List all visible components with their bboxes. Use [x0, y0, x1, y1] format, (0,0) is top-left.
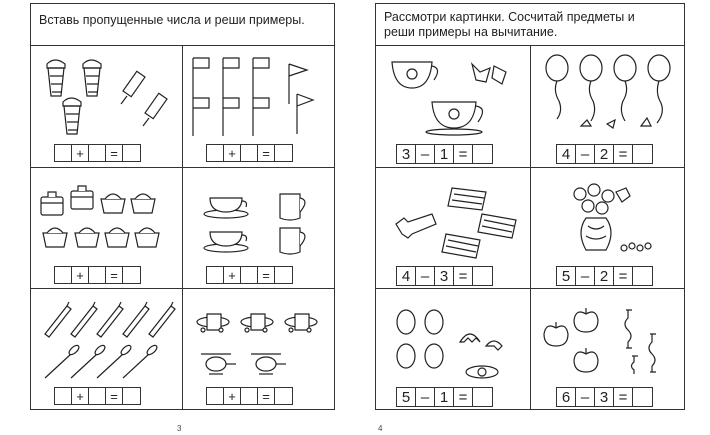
answer-box[interactable] [89, 145, 106, 161]
answer-box[interactable] [633, 388, 652, 406]
left-instruction-text: Вставь пропущенные числа и реши примеры. [39, 13, 305, 27]
equals-sign: = [258, 388, 275, 404]
plus-sign: + [224, 388, 241, 404]
ice-cream-icon [41, 52, 176, 142]
equals-sign: = [614, 145, 633, 163]
equals-sign: = [106, 145, 123, 161]
answer-box[interactable] [241, 267, 258, 283]
answer-row [556, 144, 653, 164]
subtrahend: 1 [435, 145, 454, 163]
answer-box[interactable] [123, 267, 140, 283]
plus-sign: + [224, 145, 241, 161]
answer-box[interactable] [241, 145, 258, 161]
minuend: 5 [557, 267, 576, 285]
minus-sign: – [416, 145, 435, 163]
minus-sign: – [576, 267, 595, 285]
subtrahend: 2 [595, 145, 614, 163]
divider [31, 288, 334, 289]
pen-icon [41, 300, 176, 382]
equals-sign: = [614, 388, 633, 406]
right-worksheet-frame [375, 3, 685, 410]
page-number: 3 [177, 424, 182, 433]
answer-box[interactable] [275, 388, 292, 404]
answer-box[interactable] [473, 145, 492, 163]
answer-box[interactable] [633, 267, 652, 285]
answer-row [206, 266, 293, 284]
answer-row [54, 387, 141, 405]
equals-sign: = [258, 145, 275, 161]
flag-icon [189, 54, 329, 139]
answer-row [54, 144, 141, 162]
minus-sign: – [416, 388, 435, 406]
minuend: 5 [397, 388, 416, 406]
answer-box[interactable] [55, 267, 72, 283]
minuend: 3 [397, 145, 416, 163]
candy-icon [390, 182, 525, 262]
right-instruction [376, 4, 684, 46]
equals-sign: = [454, 267, 473, 285]
subtrahend: 1 [435, 388, 454, 406]
divider [376, 288, 684, 289]
answer-box[interactable] [275, 145, 292, 161]
divider [182, 46, 183, 409]
basket-icon [39, 179, 179, 259]
page-number: 4 [378, 424, 383, 433]
right-instruction-line1: Рассмотри картинки. Сосчитай предметы и [384, 10, 635, 24]
answer-box[interactable] [89, 267, 106, 283]
divider [376, 167, 684, 168]
answer-box[interactable] [207, 388, 224, 404]
cup-icon [388, 54, 523, 139]
minus-sign: – [416, 267, 435, 285]
plus-sign: + [224, 267, 241, 283]
answer-row [556, 266, 653, 286]
answer-box[interactable] [633, 145, 652, 163]
answer-box[interactable] [89, 388, 106, 404]
answer-row [206, 144, 293, 162]
answer-box[interactable] [207, 267, 224, 283]
apple-icon [546, 300, 676, 382]
plus-sign: + [72, 388, 89, 404]
answer-box[interactable] [123, 388, 140, 404]
flower-vase-icon [566, 180, 666, 260]
equals-sign: = [106, 388, 123, 404]
right-page [365, 0, 705, 435]
left-instruction [31, 4, 334, 46]
subtrahend: 3 [435, 267, 454, 285]
answer-box[interactable] [123, 145, 140, 161]
divider [530, 46, 531, 409]
plus-sign: + [72, 267, 89, 283]
answer-box[interactable] [275, 267, 292, 283]
minuend: 6 [557, 388, 576, 406]
answer-box[interactable] [55, 388, 72, 404]
answer-row [396, 144, 493, 164]
answer-box[interactable] [473, 388, 492, 406]
answer-box[interactable] [473, 267, 492, 285]
answer-row [206, 387, 293, 405]
equals-sign: = [454, 388, 473, 406]
right-instruction-line2: реши примеры на вычитание. [384, 25, 558, 39]
answer-row [396, 387, 493, 407]
answer-row [556, 387, 653, 407]
minuend: 4 [397, 267, 416, 285]
cup-icon [196, 184, 326, 259]
answer-box[interactable] [241, 388, 258, 404]
left-worksheet-frame [30, 3, 335, 410]
subtrahend: 3 [595, 388, 614, 406]
answer-box[interactable] [207, 145, 224, 161]
minuend: 4 [557, 145, 576, 163]
equals-sign: = [258, 267, 275, 283]
answer-box[interactable] [55, 145, 72, 161]
divider [31, 167, 334, 168]
minus-sign: – [576, 388, 595, 406]
answer-row [396, 266, 493, 286]
equals-sign: = [454, 145, 473, 163]
equals-sign: = [106, 267, 123, 283]
plus-sign: + [72, 145, 89, 161]
plane-icon [191, 302, 331, 382]
balloon-icon [541, 54, 676, 139]
minus-sign: – [576, 145, 595, 163]
answer-row [54, 266, 141, 284]
subtrahend: 2 [595, 267, 614, 285]
left-page [0, 0, 340, 435]
egg-icon [394, 302, 524, 382]
equals-sign: = [614, 267, 633, 285]
